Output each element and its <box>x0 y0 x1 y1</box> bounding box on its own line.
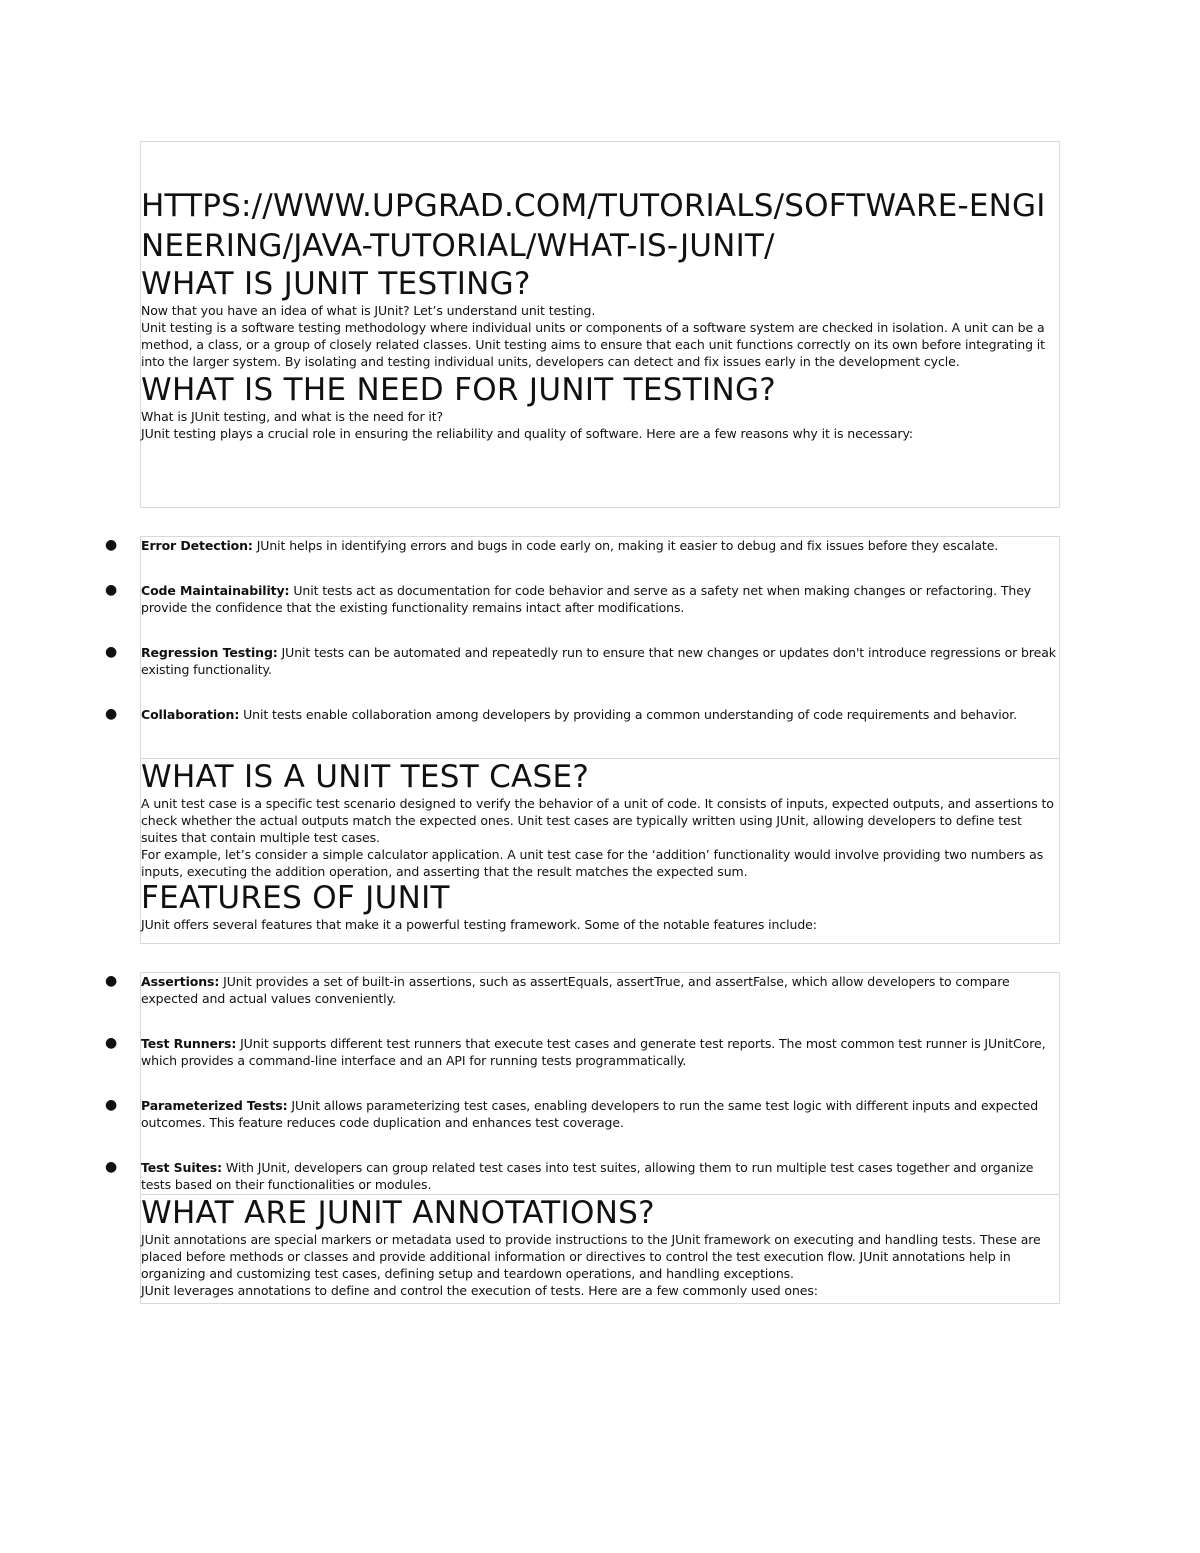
list-item-text: Unit tests enable collaboration among developers by providing a common understanding of code requirements and behavior. <box>239 707 1017 722</box>
features-list <box>105 972 1060 1194</box>
list-item-term: Assertions: <box>141 974 220 989</box>
heading-features-of-junit: FEATURES OF JUNIT <box>141 880 450 916</box>
list-item <box>105 537 1059 554</box>
list-item <box>105 582 1059 616</box>
bullet-icon: ● <box>105 1097 118 1113</box>
s5-paragraph-2: JUnit leverages annotations to define and control the execution of tests. Here are a few commonly used ones: <box>141 1283 818 1298</box>
list-item <box>105 706 1059 723</box>
list-item <box>105 644 1059 678</box>
list-item-term: Error Detection: <box>141 538 253 553</box>
bullet-icon: ● <box>105 1035 118 1051</box>
unit-test-case-block <box>140 758 1060 944</box>
s3-paragraph-2: For example, let’s consider a simple calculator application. A unit test case for the ‘addition’ functionality would involve providing two numbers as inputs, executing the addition operation, and asserting that the result matches the expected sum. <box>141 847 1044 879</box>
list-item-term: Collaboration: <box>141 707 240 722</box>
heading-junit-annotations: WHAT ARE JUNIT ANNOTATIONS? <box>141 1195 655 1231</box>
list-item-text: With JUnit, developers can group related test cases into test suites, allowing them to run multiple test cases together and organize tests based on their functionalities or modules. <box>141 1160 1034 1192</box>
s1-paragraph-2: Unit testing is a software testing methodology where individual units or components of a software system are checked in isolation. A unit can be a method, a class, or a group of closely related classes. Unit testing aims to ensure that each unit functions correctly on its own before integrating it into the larger system. By isolating and testing individual units, developers can detect and fix issues early in the development cycle. <box>141 320 1045 369</box>
s2-paragraph-1: What is JUnit testing, and what is the need for it? <box>141 409 444 424</box>
list-item <box>105 1159 1059 1193</box>
source-url-heading: HTTPS://WWW.UPGRAD.COM/TUTORIALS/SOFTWARE-ENGINEERING/JAVA-TUTORIAL/WHAT-IS-JUNIT/ <box>141 188 1046 264</box>
list-item-text: JUnit supports different test runners that execute test cases and generate test reports. The most common test runner is JUnitCore, which provides a command-line interface and an API for running tests programmatically. <box>141 1036 1046 1068</box>
heading-what-is-junit-testing: WHAT IS JUNIT TESTING? <box>141 266 531 302</box>
list-item-term: Parameterized Tests: <box>141 1098 288 1113</box>
list-item-text: JUnit allows parameterizing test cases, enabling developers to run the same test logic with different inputs and expected outcomes. This feature reduces code duplication and enhances test coverage. <box>141 1098 1039 1130</box>
list-item-text: JUnit provides a set of built-in assertions, such as assertEquals, assertTrue, and assertFalse, which allow developers to compare expected and actual values conveniently. <box>141 974 1010 1006</box>
bullet-icon: ● <box>105 582 118 598</box>
bullet-icon: ● <box>105 706 118 722</box>
list-item-term: Code Maintainability: <box>141 583 290 598</box>
need-reasons-list <box>105 536 1060 758</box>
annotations-block <box>140 1194 1060 1304</box>
s2-paragraph-2: JUnit testing plays a crucial role in ensuring the reliability and quality of software. Here are a few reasons why it is necessary: <box>141 426 913 441</box>
list-item-text: Unit tests act as documentation for code behavior and serve as a safety net when making changes or refactoring. They provide the confidence that the existing functionality remains intact after modifications. <box>141 583 1032 615</box>
list-item-text: JUnit helps in identifying errors and bugs in code early on, making it easier to debug and fix issues before they escalate. <box>252 538 999 553</box>
bullet-icon: ● <box>105 644 118 660</box>
bullet-icon: ● <box>105 537 118 553</box>
s3-paragraph-1: A unit test case is a specific test scenario designed to verify the behavior of a unit of code. It consists of inputs, expected outputs, and assertions to check whether the actual outputs match the expected ones. Unit test cases are typically written using JUnit, allowing developers to define test suites that contain multiple test cases. <box>141 796 1054 845</box>
list-item-text: JUnit tests can be automated and repeatedly run to ensure that new changes or updates don't introduce regressions or break existing functionality. <box>141 645 1056 677</box>
heading-need-for-junit-testing: WHAT IS THE NEED FOR JUNIT TESTING? <box>141 372 777 408</box>
list-item-term: Test Runners: <box>141 1036 237 1051</box>
bullet-icon: ● <box>105 973 118 989</box>
bullet-icon: ● <box>105 1159 118 1175</box>
intro-block <box>140 141 1060 508</box>
list-item <box>105 1035 1059 1069</box>
document-page <box>105 141 1060 1304</box>
s5-paragraph-1: JUnit annotations are special markers or metadata used to provide instructions to the JUnit framework on executing and handling tests. These are placed before methods or classes and provide additional information or directives to control the test execution flow. JUnit annotations help in organizing and customizing test cases, defining setup and teardown operations, and handling exceptions. <box>141 1232 1041 1281</box>
list-item <box>105 973 1059 1007</box>
s1-paragraph-1: Now that you have an idea of what is JUnit? Let’s understand unit testing. <box>141 303 596 318</box>
list-item-term: Test Suites: <box>141 1160 222 1175</box>
s4-paragraph-1: JUnit offers several features that make it a powerful testing framework. Some of the notable features include: <box>141 917 817 932</box>
heading-what-is-unit-test-case: WHAT IS A UNIT TEST CASE? <box>141 759 590 795</box>
list-item-term: Regression Testing: <box>141 645 278 660</box>
list-item <box>105 1097 1059 1131</box>
